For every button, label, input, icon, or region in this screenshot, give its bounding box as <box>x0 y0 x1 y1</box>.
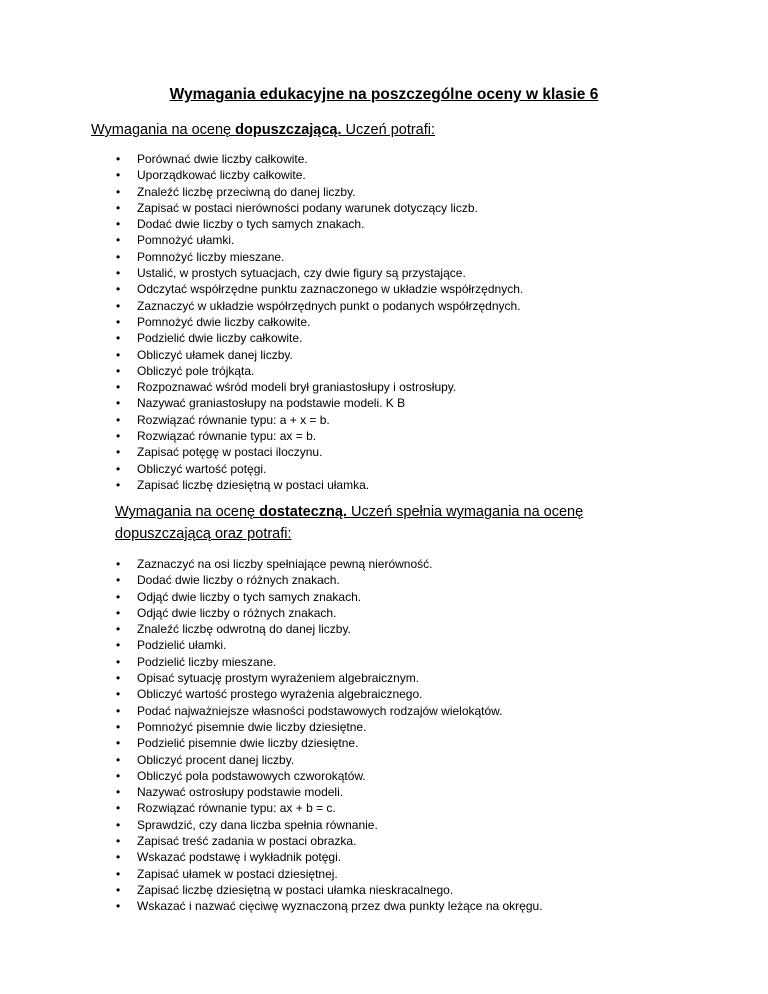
bullet-icon: • <box>116 152 121 166</box>
list-item <box>116 477 736 493</box>
list-item <box>116 605 736 621</box>
bullet-icon: • <box>116 834 121 849</box>
list-item <box>116 428 736 444</box>
bullet-icon: • <box>116 249 121 264</box>
list-item-text: Podzielić ułamki. <box>137 638 227 653</box>
bullet-icon: • <box>116 429 121 444</box>
bullet-icon: • <box>116 785 121 800</box>
list-item <box>116 817 736 833</box>
list-item-text: Wskazać podstawę i wykładnik potęgi. <box>137 850 342 865</box>
list-item-text: Znaleźć liczbę przeciwną do danej liczby. <box>137 184 356 199</box>
bullet-icon: • <box>116 671 121 686</box>
list-item <box>116 314 736 330</box>
bullet-icon: • <box>116 396 121 411</box>
list-item-text: Uporządkować liczby całkowite. <box>137 168 306 183</box>
list-item-text: Nazywać ostrosłupy podstawie modeli. <box>137 785 344 800</box>
list-item <box>116 719 736 735</box>
bullet-icon: • <box>116 412 121 427</box>
list-item-text: Pomnożyć pisemnie dwie liczby dziesiętne. <box>137 719 367 734</box>
list-item-text: Odjąć dwie liczby o różnych znakach. <box>137 605 337 620</box>
list-item <box>116 363 736 379</box>
heading-prefix: Wymagania na ocenę <box>115 504 260 520</box>
list-item-text: Obliczyć pole trójkąta. <box>137 363 255 378</box>
list-item <box>116 216 736 232</box>
list-item <box>116 752 736 768</box>
list-item-text: Zaznaczyć na osi liczby spełniające pewną nierówność. <box>137 557 433 571</box>
list-item-text: Zapisać liczbę dziesiętną w postaci ułamka nieskracalnego. <box>137 882 454 897</box>
section-heading-dostateczna <box>115 501 660 545</box>
list-item-text: Znaleźć liczbę odwrotną do danej liczby. <box>137 622 351 637</box>
list-item <box>116 784 736 800</box>
bullet-icon: • <box>116 184 121 199</box>
bullet-icon: • <box>116 801 121 816</box>
list-item-text: Zapisać w postaci nierówności podany warunek dotyczący liczb. <box>137 200 478 215</box>
list-item-text: Rozwiązać równanie typu: ax = b. <box>137 429 317 444</box>
bullet-icon: • <box>116 589 121 604</box>
bullet-icon: • <box>116 233 121 248</box>
bullet-icon: • <box>116 477 121 492</box>
list-item-text: Rozwiązać równanie typu: a + x = b. <box>137 412 330 427</box>
list-item <box>116 654 736 670</box>
list-item <box>116 849 736 865</box>
bullet-icon: • <box>116 899 121 914</box>
list-item-text: Wskazać i nazwać cięciwę wyznaczoną przez dwa punkty leżące na okręgu. <box>137 899 543 914</box>
list-item-text: Dodać dwie liczby o tych samych znakach. <box>137 217 365 232</box>
bullet-icon: • <box>116 380 121 395</box>
list-item <box>116 735 736 751</box>
heading-prefix: Wymagania na ocenę <box>91 122 236 138</box>
bullet-icon: • <box>116 736 121 751</box>
document-title: Wymagania edukacyjne na poszczególne oceny w klasie 6 <box>169 86 599 103</box>
bullet-icon: • <box>116 768 121 783</box>
list-item <box>116 151 736 167</box>
list-item <box>116 184 736 200</box>
requirements-list-dopuszczajaca <box>116 151 736 493</box>
list-item-text: Sprawdzić, czy dana liczba spełnia równanie. <box>137 817 378 832</box>
list-item <box>116 882 736 898</box>
bullet-icon: • <box>116 622 121 637</box>
heading-grade: dostateczną. <box>259 504 347 520</box>
bullet-icon: • <box>116 445 121 460</box>
bullet-icon: • <box>116 200 121 215</box>
bullet-icon: • <box>116 557 121 571</box>
list-item-text: Obliczyć wartość prostego wyrażenia algebraicznego. <box>137 687 423 702</box>
list-item-text: Dodać dwie liczby o różnych znakach. <box>137 573 340 588</box>
list-item-text: Podzielić dwie liczby całkowite. <box>137 331 303 346</box>
bullet-icon: • <box>116 866 121 881</box>
bullet-icon: • <box>116 638 121 653</box>
list-item <box>116 800 736 816</box>
list-item <box>116 866 736 882</box>
bullet-icon: • <box>116 461 121 476</box>
list-item <box>116 395 736 411</box>
list-item <box>116 379 736 395</box>
list-item-text: Odczytać współrzędne punktu zaznaczonego w układzie współrzędnych. <box>137 282 524 297</box>
list-item <box>116 265 736 281</box>
list-item-text: Obliczyć pola podstawowych czworokątów. <box>137 768 366 783</box>
list-item <box>116 637 736 653</box>
list-item <box>116 898 736 914</box>
list-item-text: Pomnożyć dwie liczby całkowite. <box>137 314 311 329</box>
list-item <box>116 686 736 702</box>
list-item <box>116 412 736 428</box>
list-item <box>116 703 736 719</box>
bullet-icon: • <box>116 605 121 620</box>
list-item <box>116 200 736 216</box>
bullet-icon: • <box>116 752 121 767</box>
list-item <box>116 330 736 346</box>
list-item <box>116 167 736 183</box>
list-item-text: Zapisać liczbę dziesiętną w postaci ułamka. <box>137 477 370 492</box>
bullet-icon: • <box>116 850 121 865</box>
list-item-text: Zapisać potęgę w postaci iloczynu. <box>137 445 323 460</box>
list-item <box>116 347 736 363</box>
list-item <box>116 833 736 849</box>
list-item-text: Pomnożyć liczby mieszane. <box>137 249 285 264</box>
list-item <box>116 232 736 248</box>
bullet-icon: • <box>116 331 121 346</box>
bullet-icon: • <box>116 298 121 313</box>
list-item-text: Podzielić pisemnie dwie liczby dziesiętne. <box>137 736 359 751</box>
bullet-icon: • <box>116 217 121 232</box>
list-item-text: Obliczyć wartość potęgi. <box>137 461 267 476</box>
bullet-icon: • <box>116 314 121 329</box>
list-item-text: Opisać sytuację prostym wyrażeniem algebraicznym. <box>137 671 420 686</box>
bullet-icon: • <box>116 687 121 702</box>
list-item <box>116 621 736 637</box>
list-item <box>116 444 736 460</box>
list-item-text: Odjąć dwie liczby o tych samych znakach. <box>137 589 362 604</box>
list-item-text: Rozpoznawać wśród modeli brył graniastosłupy i ostrosłupy. <box>137 380 457 395</box>
list-item-text: Porównać dwie liczby całkowite. <box>137 152 308 166</box>
list-item <box>116 281 736 297</box>
list-item <box>116 768 736 784</box>
list-item-text: Ustalić, w prostych sytuacjach, czy dwie figury są przystające. <box>137 266 466 281</box>
heading-grade: dopuszczającą. <box>235 122 342 138</box>
bullet-icon: • <box>116 882 121 897</box>
list-item-text: Zaznaczyć w układzie współrzędnych punkt o podanych współrzędnych. <box>137 298 521 313</box>
list-item <box>116 589 736 605</box>
list-item <box>116 556 736 572</box>
section-heading-dopuszczajaca <box>91 119 691 141</box>
bullet-icon: • <box>116 347 121 362</box>
list-item-text: Podzielić liczby mieszane. <box>137 654 277 669</box>
bullet-icon: • <box>116 266 121 281</box>
list-item-text: Obliczyć ułamek danej liczby. <box>137 347 293 362</box>
list-item-text: Zapisać treść zadania w postaci obrazka. <box>137 834 357 849</box>
list-item <box>116 670 736 686</box>
bullet-icon: • <box>116 282 121 297</box>
list-item <box>116 249 736 265</box>
list-item-text: Nazywać graniastosłupy na podstawie modeli. K B <box>137 396 406 411</box>
bullet-icon: • <box>116 168 121 183</box>
heading-suffix: Uczeń potrafi: <box>341 122 436 138</box>
list-item <box>116 572 736 588</box>
requirements-list-dostateczna <box>116 556 736 915</box>
heading-suffix: Uczeń spełnia wymagania na ocenę dopuszczającą oraz potrafi: <box>115 504 584 542</box>
list-item-text: Obliczyć procent danej liczby. <box>137 752 295 767</box>
bullet-icon: • <box>116 654 121 669</box>
bullet-icon: • <box>116 817 121 832</box>
bullet-icon: • <box>116 573 121 588</box>
list-item-text: Pomnożyć ułamki. <box>137 233 235 248</box>
list-item <box>116 298 736 314</box>
bullet-icon: • <box>116 719 121 734</box>
list-item-text: Rozwiązać równanie typu: ax + b = c. <box>137 801 336 816</box>
bullet-icon: • <box>116 363 121 378</box>
list-item-text: Podać najważniejsze własności podstawowych rodzajów wielokątów. <box>137 703 503 718</box>
bullet-icon: • <box>116 703 121 718</box>
list-item-text: Zapisać ułamek w postaci dziesiętnej. <box>137 866 338 881</box>
list-item <box>116 461 736 477</box>
